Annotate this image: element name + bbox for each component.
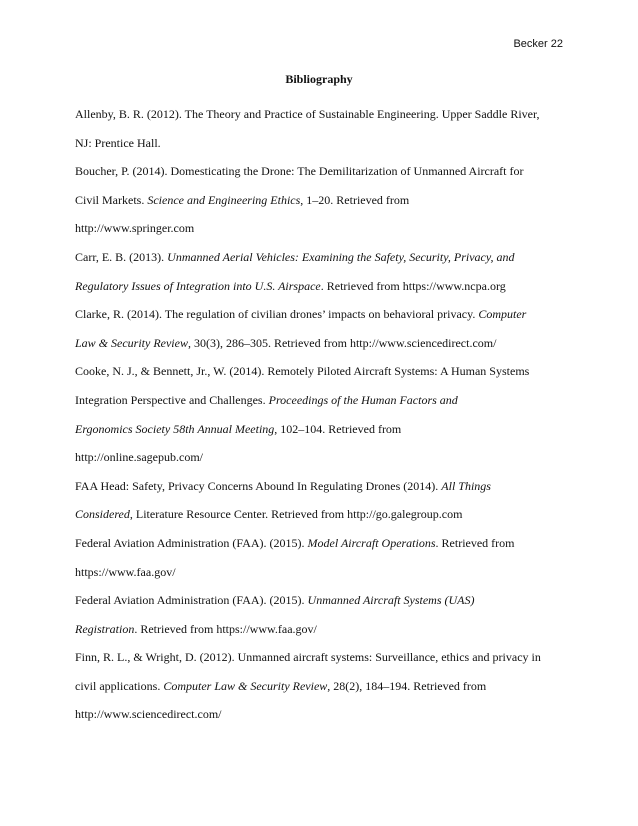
entry-text: , 30(3), 286–305. Retrieved from http://www.sciencedirect.com/: [187, 335, 497, 350]
running-head: Becker 22: [513, 38, 563, 50]
bibliography-list: [75, 100, 565, 729]
entry-text-italic: Science and Engineering Ethics: [147, 192, 301, 207]
entry-text: Clarke, R. (2014). The regulation of civilian drones’ impacts on behavioral privacy.: [75, 307, 479, 322]
entry-line: [75, 643, 565, 672]
bibliography-entry: [75, 357, 565, 471]
entry-line: [75, 300, 565, 329]
entry-line: [75, 415, 565, 444]
entry-text: http://www.sciencedirect.com/: [75, 707, 222, 722]
entry-text: Allenby, B. R. (2012). The Theory and Practice of Sustainable Engineering. Upper Saddle River,: [75, 107, 540, 121]
entry-text: https://www.faa.gov/: [75, 564, 176, 579]
entry-text-italic: Model Aircraft Operations: [307, 535, 436, 550]
bibliography-entry: [75, 243, 565, 300]
bibliography-entry: [75, 300, 565, 357]
entry-line: [75, 386, 565, 415]
entry-line: [75, 357, 565, 386]
entry-text: . Retrieved from https://www.ncpa.org: [320, 278, 506, 293]
bibliography-entry: [75, 586, 565, 643]
entry-line: [75, 558, 565, 587]
entry-line: [75, 672, 565, 701]
entry-line: [75, 700, 565, 729]
entry-line: [75, 615, 565, 644]
bibliography-entry: [75, 643, 565, 729]
entry-line: [75, 272, 565, 301]
entry-text: Integration Perspective and Challenges.: [75, 392, 269, 407]
entry-line: [75, 186, 565, 215]
entry-text-italic: Ergonomics Society 58th Annual Meeting: [75, 421, 275, 436]
entry-line: [75, 329, 565, 358]
entry-text: Carr, E. B. (2013).: [75, 249, 168, 264]
entry-text: http://www.springer.com: [75, 221, 195, 236]
entry-text-italic: All Things: [441, 478, 491, 493]
entry-line: [75, 129, 565, 158]
entry-text: . Retrieved from: [435, 535, 515, 550]
bibliography-entry: [75, 157, 565, 243]
entry-text-italic: Unmanned Aerial Vehicles: Examining the Safety, Security, Privacy, and: [167, 249, 515, 264]
bibliography-entry: [75, 529, 565, 586]
entry-text: http://online.sagepub.com/: [75, 450, 203, 465]
entry-line: [75, 500, 565, 529]
entry-line: [75, 157, 565, 186]
page-title: Bibliography: [285, 72, 353, 86]
entry-text: Cooke, N. J., & Bennett, Jr., W. (2014). Remotely Piloted Aircraft Systems: A Human Systems: [75, 364, 530, 379]
entry-text-italic: Considered: [75, 507, 130, 522]
entry-line: [75, 586, 565, 615]
entry-line: [75, 214, 565, 243]
bibliography-entry: [75, 100, 565, 157]
entry-text: Federal Aviation Administration (FAA). (2015).: [75, 535, 308, 550]
entry-text: . Retrieved from https://www.faa.gov/: [134, 621, 317, 636]
entry-text: Finn, R. L., & Wright, D. (2012). Unmanned aircraft systems: Surveillance, ethics and privacy in: [75, 650, 541, 665]
entry-text-italic: Law & Security Review: [75, 335, 188, 350]
entry-line: [75, 443, 565, 472]
entry-text: Federal Aviation Administration (FAA). (2015).: [75, 593, 308, 608]
entry-text: , Literature Resource Center. Retrieved from http://go.galegroup.com: [129, 507, 463, 522]
entry-text: Civil Markets.: [75, 192, 148, 207]
bibliography-entry: [75, 472, 565, 529]
entry-line: [75, 243, 565, 272]
entry-line: [75, 100, 565, 129]
entry-text: , 28(2), 184–194. Retrieved from: [327, 678, 487, 693]
entry-line: [75, 472, 565, 501]
entry-text-italic: Regulatory Issues of Integration into U.S. Airspace: [75, 278, 321, 293]
entry-line: [75, 529, 565, 558]
entry-text-italic: Proceedings of the Human Factors and: [268, 392, 458, 407]
entry-text-italic: Registration: [75, 621, 135, 636]
entry-text: FAA Head: Safety, Privacy Concerns Abound In Regulating Drones (2014).: [75, 478, 442, 493]
entry-text-italic: Computer Law & Security Review: [163, 678, 328, 693]
entry-text-italic: Unmanned Aircraft Systems (UAS): [307, 593, 475, 608]
entry-text-italic: Computer: [478, 307, 527, 322]
entry-text: , 102–104. Retrieved from: [274, 421, 402, 436]
entry-text: civil applications.: [75, 678, 164, 693]
entry-text: Boucher, P. (2014). Domesticating the Drone: The Demilitarization of Unmanned Aircraft for: [75, 164, 524, 179]
entry-text: NJ: Prentice Hall.: [75, 135, 161, 150]
entry-text: , 1–20. Retrieved from: [300, 192, 410, 207]
